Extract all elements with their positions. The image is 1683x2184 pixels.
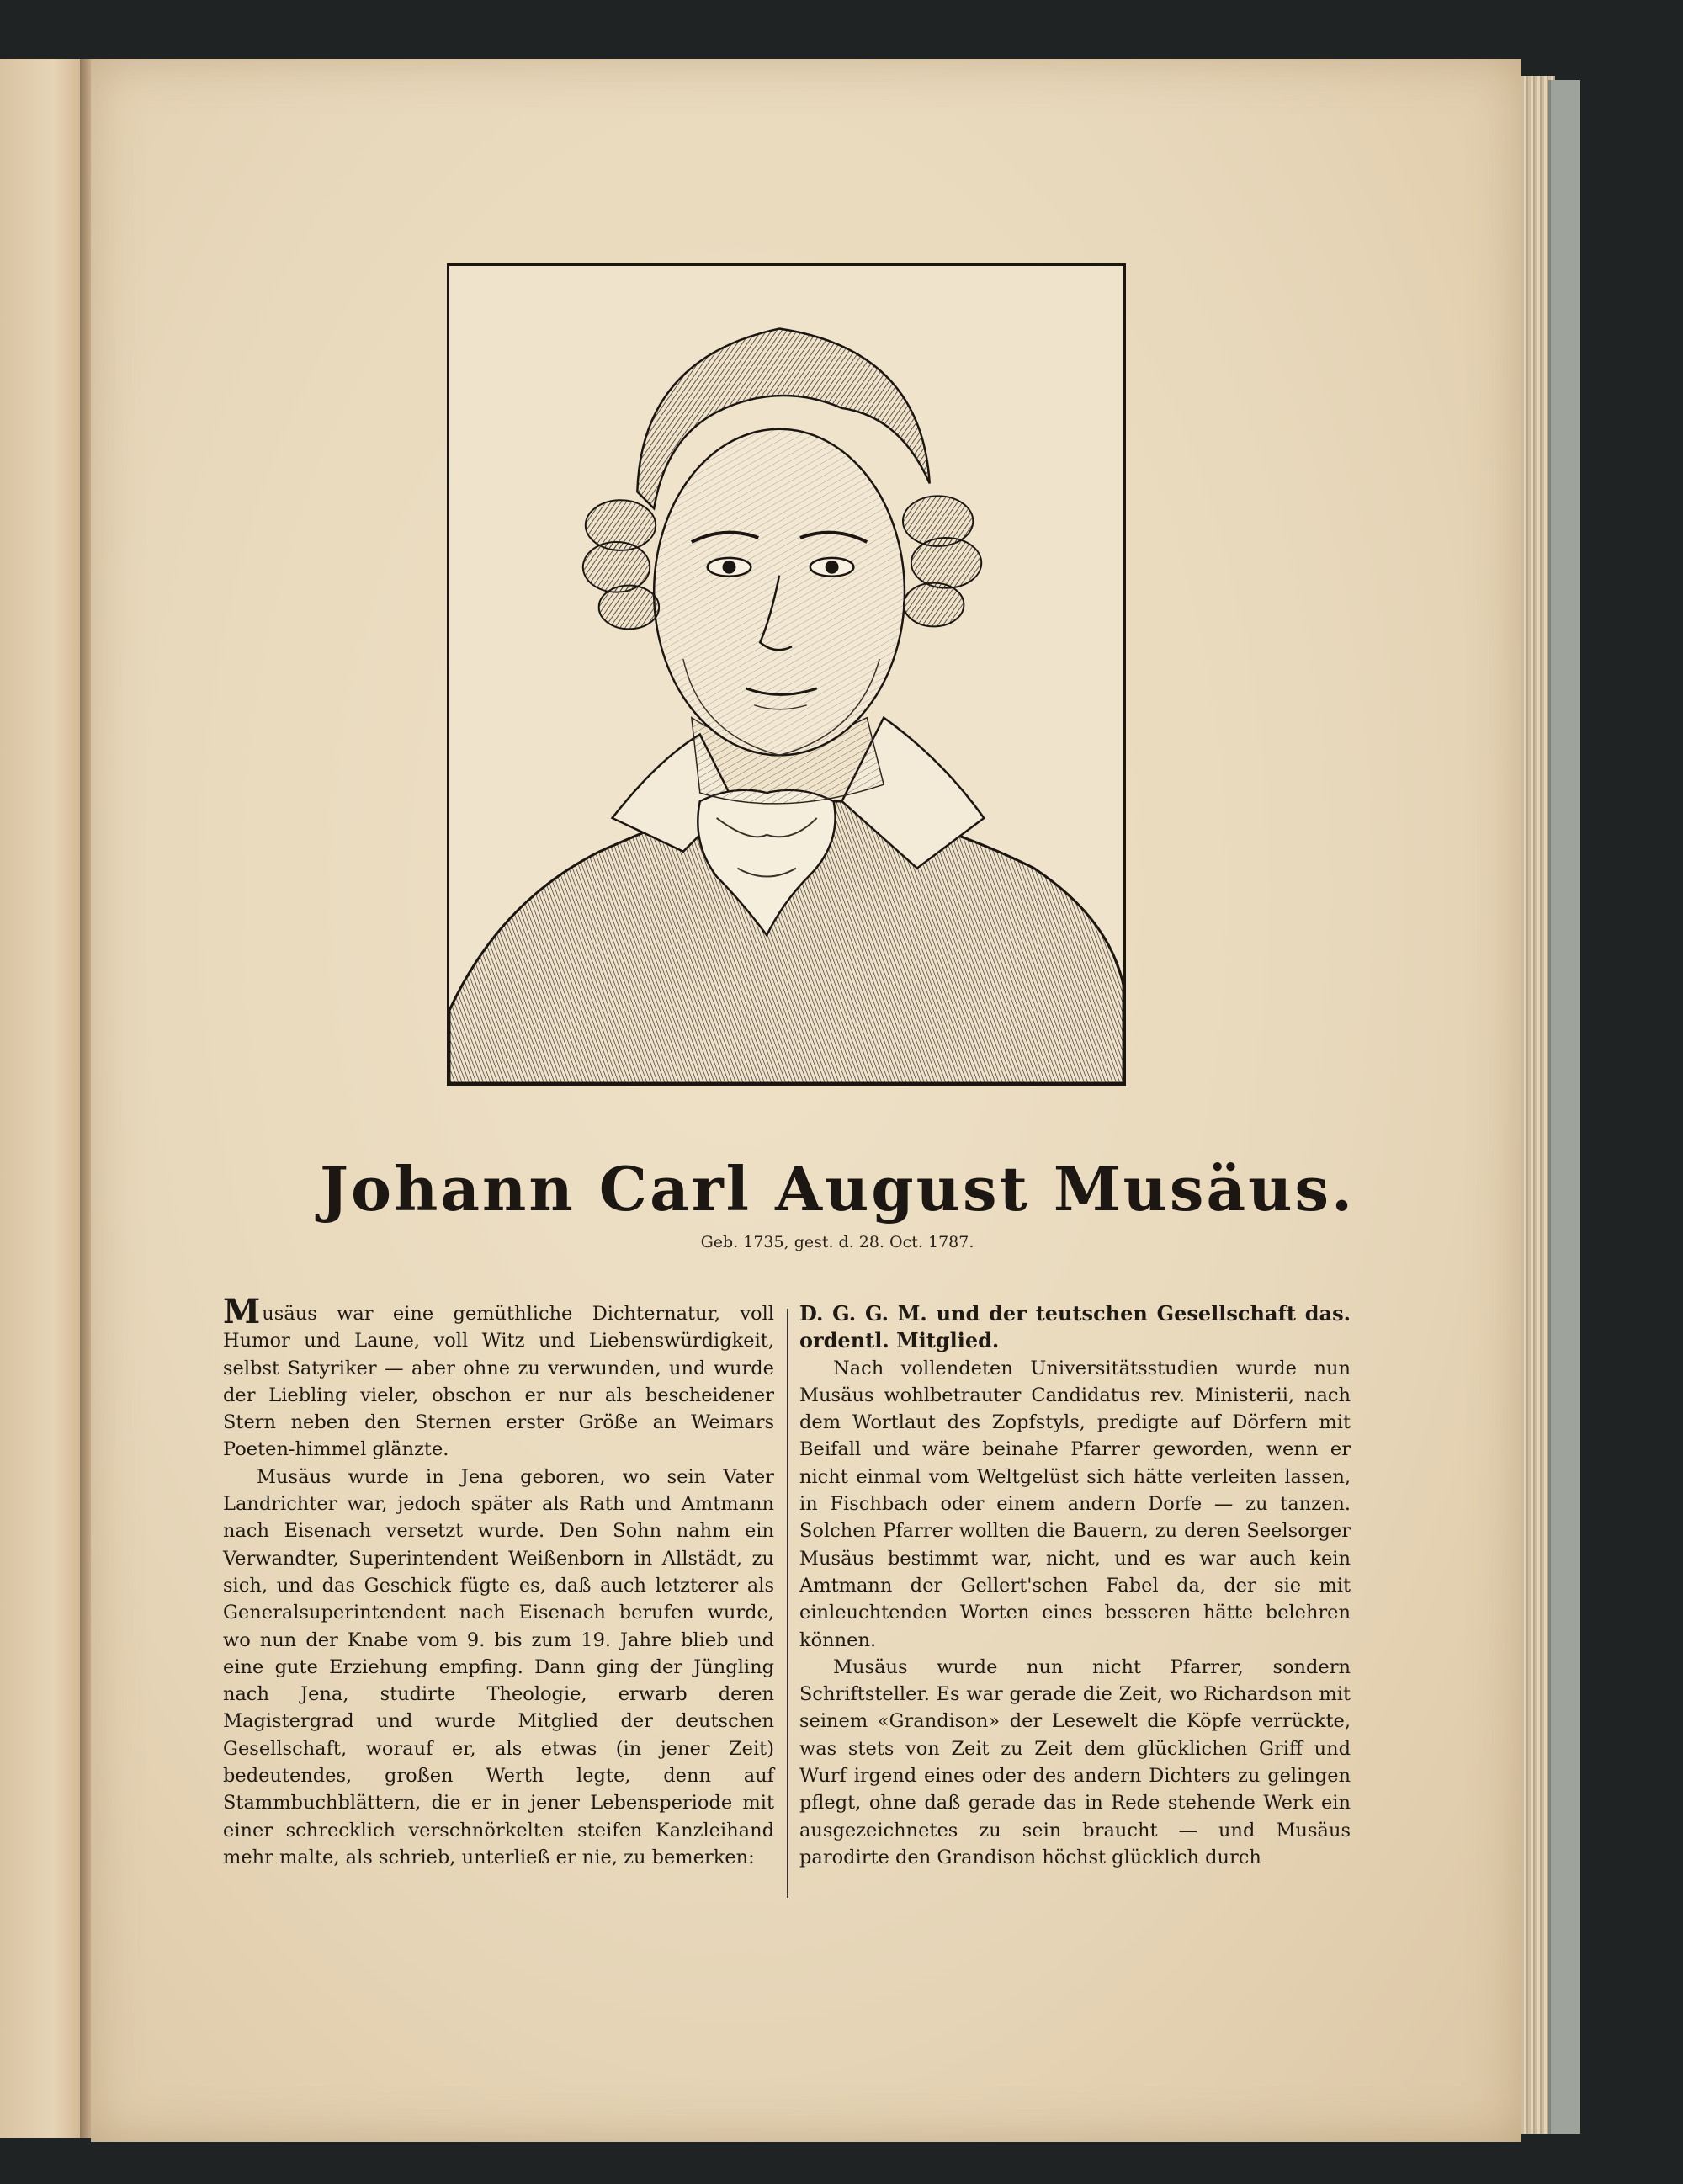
paragraph-candidate: Nach vollendeten Universitätsstudien wurde nun Musäus wohlbetrauter Candidatus rev. Ministerii, nach dem Wortlaut des Zopfstyls, predigte auf Dörfern mit Beifall und wäre beinahe Pfarrer geworden, wenn er nicht einmal vom Weltgelüst sich hätte verleiten lassen, in Fischbach oder einem andern Dorfe — zu tanzen. Solchen Pfarrer wollten die Bauern, zu deren Seelsorger Musäus bestimmt war, nicht, und es war auch kein Amtmann der Gellert'schen Fabel da, der sie mit einleuchtenden Worten eines besseren hätte belehren können.	[799, 1357, 1351, 1651]
book-cover-edge	[1548, 80, 1580, 2134]
paragraph-writer: Musäus wurde nun nicht Pfarrer, sondern Schriftsteller. Es war gerade die Zeit, wo Richardson mit seinem «Grandison» der Lesewelt die Köpfe verrückte, was stets von Zeit zu Zeit dem glücklichen Griff und Wurf irgend eines oder des andern Dichters zu gelingen pflegt, ohne daß gerade das in Rede stehende Werk ein ausgezeichnetes zu sein braucht — und Musäus parodirte den Grandison höchst glücklich durch	[799, 1655, 1351, 1868]
paragraph-intro-text: usäus war eine gemüthliche Dichternatur, voll Humor und Laune, voll Witz und Liebenswürdigkeit, selbst Satyriker — aber ohne zu verwunden, und wurde der Liebling vieler, obschon er nur als bescheidener Stern neben den Sternen erster Größe an Weimars Poeten-himmel glänzte.	[223, 1303, 774, 1461]
society-heading: D. G. G. M. und der teutschen Gesellschaft das. ordentl. Mitglied.	[799, 1301, 1351, 1353]
engraved-portrait-image	[449, 266, 1123, 1083]
paragraph-biography: Musäus wurde in Jena geboren, wo sein Vater Landrichter war, jedoch später als Rath und Amtmann nach Eisenach versetzt wurde. Den Sohn nahm ein Verwandter, Superintendent Weißenborn in Allstädt, zu sich, und das Geschick fügte es, daß auch letzterer als Generalsuperintendent nach Eisenach berufen wurde, wo nun der Knabe vom 9. bis zum 19. Jahre blieb und eine gute Erziehung empfing. Dann ging der Jüngling nach Jena, studirte Theologie, erwarb deren Magistergrad und wurde Mitglied der deutschen Gesellschaft, worauf er, als etwas (in jener Zeit) bedeutendes, großen Werth legte, denn auf Stammbuchblättern, die er in jener Lebensperiode mit einer schrecklich verschnörkelten steifen Kanzleihand mehr malte, als schrieb, unterließ er nie, zu bemerken:	[223, 1465, 774, 1868]
paragraph-intro	[223, 1292, 774, 1464]
left-page-edge	[0, 59, 88, 2138]
drop-cap: M	[223, 1292, 261, 1331]
portrait-engraving	[447, 263, 1126, 1086]
column-divider	[787, 1309, 788, 1898]
article-subtitle: Geb. 1735, gest. d. 28. Oct. 1787.	[700, 1233, 974, 1251]
article-title: Johann Carl August Musäus.	[319, 1153, 1356, 1225]
text-column-left	[223, 1292, 774, 1871]
text-column-right	[799, 1300, 1351, 1871]
